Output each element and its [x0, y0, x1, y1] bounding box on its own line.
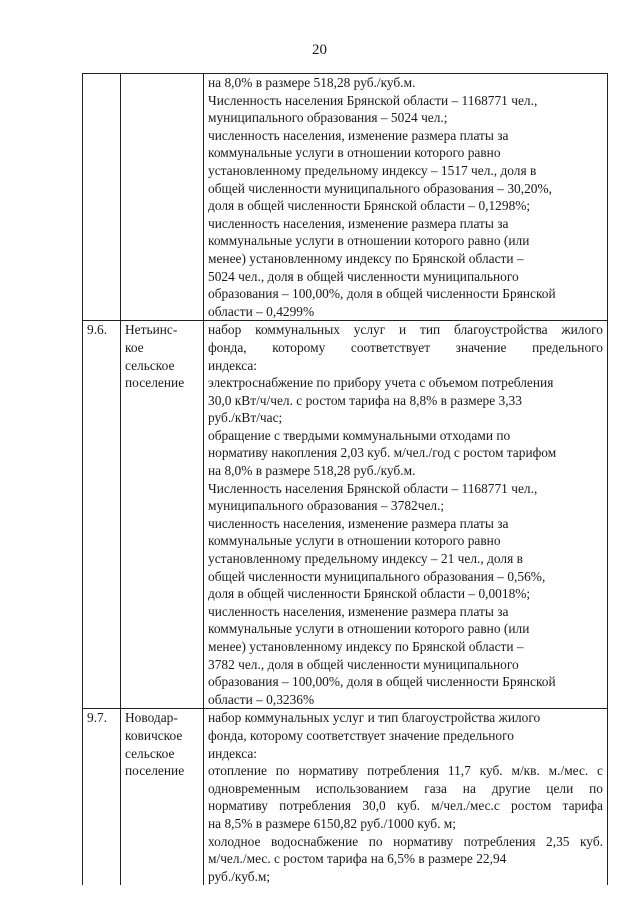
text-line: общей численности муниципального образования – 30,20%,	[208, 180, 552, 196]
text-line: одновременным использованием газа на другие цели по	[208, 780, 603, 796]
settlement-name: Нетьинс- кое сельское поселение	[121, 321, 204, 709]
text-line: численность населения, изменение размера платы за	[208, 515, 509, 531]
settlement-name: Новодар- ковичское сельское поселение	[121, 709, 204, 885]
tariff-table	[82, 73, 608, 885]
text-line: фонда, которому соответствует значение предельного	[208, 727, 514, 743]
text-line: руб./кВт/час;	[208, 410, 283, 426]
text-line: 30,0 кВт/ч/чел. с ростом тарифа на 8,8% в размере 3,33	[208, 392, 522, 408]
text-line: набор коммунальных услуг и тип благоустройства жилого	[208, 322, 603, 338]
text-line: менее) установленному индексу по Брянской области –	[208, 250, 524, 266]
text-line: Численность населения Брянской области – 1168771 чел.,	[208, 480, 538, 496]
row-description	[204, 321, 608, 709]
settlement-name	[121, 74, 204, 321]
text-line: набор коммунальных услуг и тип благоустройства жилого	[208, 710, 541, 726]
text-line: образования – 100,00%, доля в общей численности Брянской	[208, 674, 556, 690]
text-line: численность населения, изменение размера платы за	[208, 603, 509, 619]
row-number: 9.7.	[83, 709, 121, 885]
text-line: доля в общей численности Брянской области – 0,0018%;	[208, 586, 531, 602]
text-line: на 8,0% в размере 518,28 руб./куб.м.	[208, 463, 416, 479]
table-row	[83, 709, 608, 885]
text-line: м/чел./мес. с ростом тарифа на 6,5% в размере 22,94	[208, 851, 507, 867]
text-line: численность населения, изменение размера платы за	[208, 127, 509, 143]
text-line: холодное водоснабжение по нормативу потребления 2,35 куб.	[208, 833, 603, 849]
text-line: муниципального образования – 5024 чел.;	[208, 110, 448, 126]
row-number	[83, 74, 121, 321]
text-line: коммунальные услуги в отношении которого равно (или	[208, 233, 530, 249]
text-line: муниципального образования – 3782чел.;	[208, 498, 445, 514]
text-line: отопление по нормативу потребления 11,7 куб. м/кв. м./мес. с	[208, 763, 603, 779]
row-number: 9.6.	[83, 321, 121, 709]
text-line: нормативу потребления 30,0 куб. м/чел./мес.с ростом тарифа	[208, 798, 603, 814]
text-line: общей численности муниципального образования – 0,56%,	[208, 568, 546, 584]
row-description	[204, 709, 608, 885]
text-line: нормативу накопления 2,03 куб. м/чел./год с ростом тарифом	[208, 445, 557, 461]
text-line: области – 0,3236%	[208, 691, 315, 707]
text-line: коммунальные услуги в отношении которого равно	[208, 145, 501, 161]
text-line: индекса:	[208, 745, 258, 761]
page-number: 20	[312, 42, 327, 58]
text-line: образования – 100,00%, доля в общей численности Брянской	[208, 286, 556, 302]
text-line: Численность населения Брянской области – 1168771 чел.,	[208, 92, 538, 108]
text-line: области – 0,4299%	[208, 303, 315, 319]
text-line: численность населения, изменение размера платы за	[208, 215, 509, 231]
table-row	[83, 74, 608, 321]
text-line: на 8,5% в размере 6150,82 руб./1000 куб. м;	[208, 815, 456, 831]
text-line: индекса:	[208, 357, 258, 373]
text-line: обращение с твердыми коммунальными отходами по	[208, 427, 511, 443]
text-line: установленному предельному индексу – 1517 чел., доля в	[208, 162, 537, 178]
text-line: установленному предельному индексу – 21 чел., доля в	[208, 551, 523, 567]
text-line: коммунальные услуги в отношении которого равно	[208, 533, 501, 549]
text-line: фонда, которому соответствует значение предельного	[208, 339, 603, 355]
text-line: коммунальные услуги в отношении которого равно (или	[208, 621, 530, 637]
text-line: на 8,0% в размере 518,28 руб./куб.м.	[208, 75, 416, 90]
text-line: 5024 чел., доля в общей численности муниципального	[208, 268, 519, 284]
text-line: менее) установленному индексу по Брянской области –	[208, 639, 524, 654]
text-line: электроснабжение по прибору учета с объемом потребления	[208, 375, 554, 391]
table-row	[83, 321, 608, 709]
text-line: доля в общей численности Брянской области – 0,1298%;	[208, 198, 531, 214]
row-description	[204, 74, 608, 321]
text-line: 3782 чел., доля в общей численности муниципального	[208, 656, 519, 672]
text-line: руб./куб.м;	[208, 868, 271, 884]
